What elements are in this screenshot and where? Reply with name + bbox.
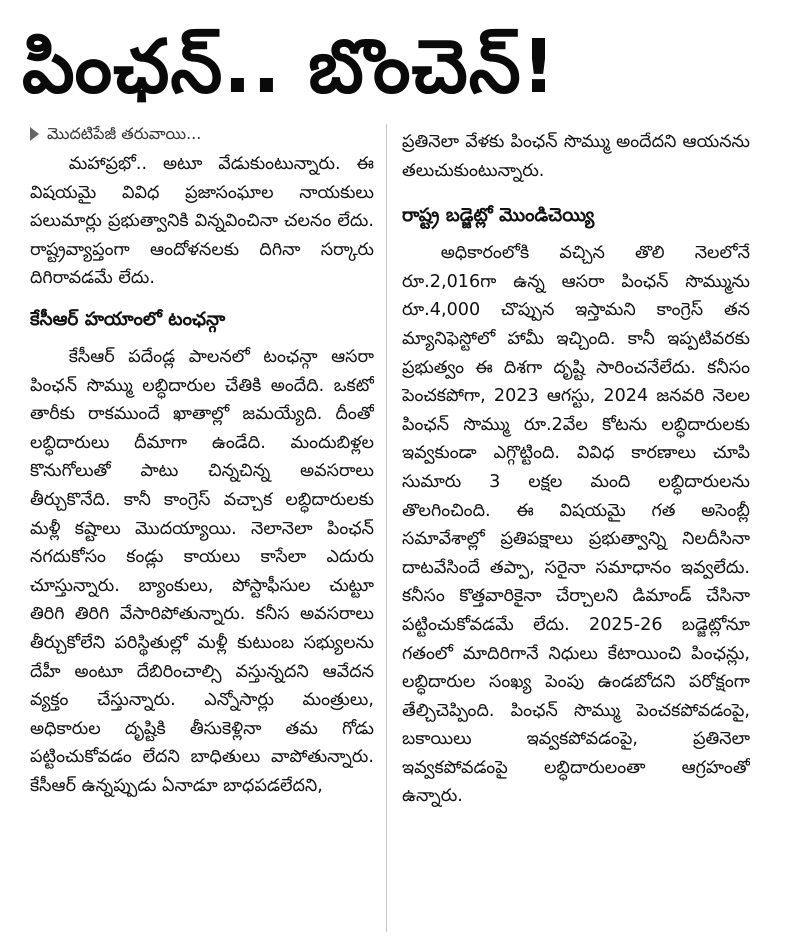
left-column [30,120,374,937]
right-paragraph-2: అధికారంలోకి వచ్చిన తొలి నెలలోనే రూ.2,016గా ఉన్న ఆసరా పింఛన్ సొమ్మును రూ.4,000 చొప్పున ఇస్తామని కాంగ్రెస్ తన మ్యానిఫెస్టోలో హామీ ఇచ్చింది. కానీ ఇప్పటివరకు ప్రభుత్వం ఈ దిశగా దృష్టి సారించనేలేదు. కనీసం పెంచకపోగా, 2023 ఆగస్టు, 2024 జనవరి నెలల పింఛన్ సొమ్ము రూ.2వేల కోటను లబ్ధిదారులకు ఇవ్వకుండా ఎగ్గొట్టింది. వివిధ కారణాలు చూపి సుమారు 3 లక్షల మంది లబ్ధిదారులను తొలగించింది. ఈ విషయమై గత అసెంబ్లీ సమావేశాల్లో ప్రతిపక్షాలు ప్రభుత్వాన్ని నిలదీసినా దాటవేసిందే తప్పా, సరైనా సమాధానం ఇవ్వలేదు. కనీసం కొత్తవారికైనా చేర్చాలని డిమాండ్ చేసినా పట్టించుకోవడమే లేదు. 2025-26 బడ్జెట్లోనూ గతంలో మాదిరిగానే నిధులు కేటాయించి పింఛన్లు, లబ్ధిదారుల సంఖ్య పెంపు ఉండబోదని పరోక్షంగా తేల్చిచెప్పింది. పింఛన్ సొమ్ము పెంచకపోవడంపై, బకాయిలు ఇవ్వకపోవడంపై, ప్రతినెలా ఇవ్వకపోవడంపై లబ్ధిదారులంతా ఆగ్రహంతో ఉన్నారు. [402,243,750,807]
left-paragraph-2: కేసీఆర్ పదేండ్ల పాలనలో టంఛన్గా ఆసరా పింఛన్ సొమ్ము లబ్ధిదారుల చేతికి అందేది. ఒకటో తారీకు రాకముందే ఖాతాల్లో జమయ్యేది. దీంతో లబ్ధిదారులు దీమాగా ఉండేది. మందుబిళ్లల కొనుగోలుతో పాటు చిన్నచిన్న అవసరాలు తీర్చుకొనేది. కానీ కాంగ్రెస్ వచ్చాక లబ్ధిదారులకు మళ్లీ కష్టాలు మొదయ్యాయి. నెలానెలా పింఛన్ నగదుకోసం కండ్లు కాయలు కాసేలా ఎదురు చూస్తున్నారు. బ్యాంకులు, పోస్టాఫీసుల చుట్టూ తిరిగి తిరిగి వేసారిపోతున్నారు. కనీస అవసరాలు తీర్చుకోలేని పరిస్థితుల్లో మళ్లీ కుటుంబ సభ్యులను దేహీ అంటూ దేబిరించాల్సి వస్తున్నదని ఆవేదన వ్యక్తం చేస్తున్నారు. ఎన్నోసార్లు మంత్రులు, అధికారుల దృష్టికి తీసుకెళ్లినా తమ గోడు పట్టించుకోవడం లేదని బాధితులు వాపోతున్నారు. కేసీఆర్ ఉన్నప్పుడు ఏనాడూ బాధపడలేదని, [30,346,374,796]
headline: పింఛన్.. బొంచెన్! [22,24,557,110]
right-subheading: రాష్ట్ర బడ్జెట్లో మొండిచెయ్యి [402,205,595,227]
right-paragraph-1: ప్రతినెలా వేళకు పింఛన్ సొమ్ము అందేదని ఆయనను తలుచుకుంటున్నారు. [402,132,750,181]
continuation-kicker [30,120,374,148]
left-paragraph-1: మహాప్రభో.. అటూ వేడుకుంటున్నారు. ఈ విషయమై వివిధ ప్రజాసంఘాల నాయకులు పలుమార్లు ప్రభుత్వానికి విన్నవించినా చలనం లేదు. రాష్ట్రవ్యాప్తంగా ఆందోళనలకు దిగినా సర్కారు దిగిరావడమే లేదు. [30,154,374,289]
left-subheading: కేసీఆర్ హయాంలో టంఛన్గా [30,308,226,330]
chevron-right-icon [30,127,39,141]
kicker-label: మొదటిపేజీ తరువాయి... [47,123,202,143]
right-column [402,128,750,937]
column-divider [386,124,387,932]
